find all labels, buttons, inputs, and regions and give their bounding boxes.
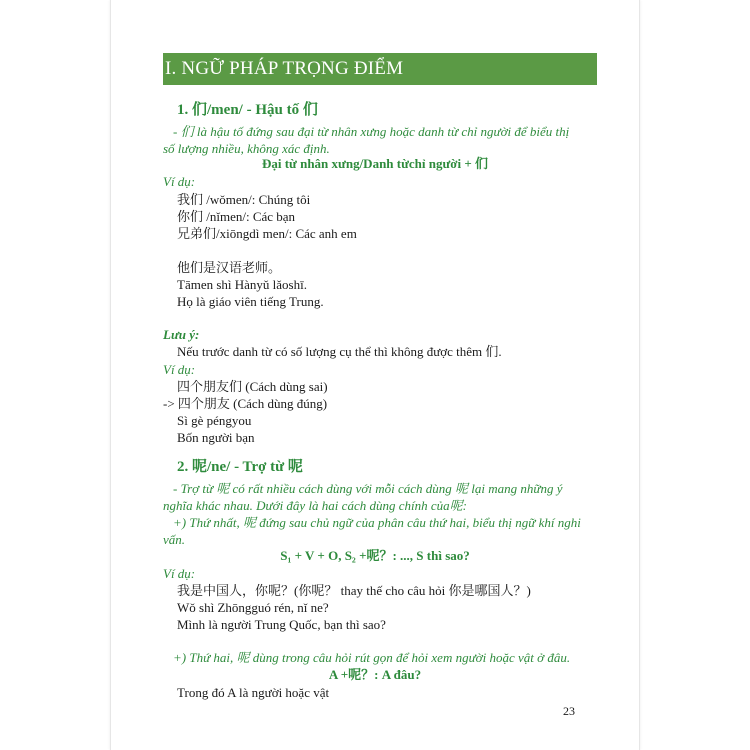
- page-number: 23: [563, 704, 575, 718]
- sentence-meaning: Họ là giáo viên tiếng Trung.: [177, 294, 324, 309]
- note-example: Sì gè péngyou: [177, 413, 252, 428]
- usage1-line2: vấn.: [163, 532, 186, 547]
- heading-ne: 2. 呢/ne/ - Trợ từ 呢: [177, 459, 303, 475]
- desc-men-line2: số lượng nhiều, không xác định.: [163, 141, 330, 156]
- example-meaning: Mình là người Trung Quốc, bạn thì sao?: [177, 617, 386, 632]
- formula-ne-1: S₁ + V + O, S₂ +呢？: ..., S thì sao?: [280, 548, 470, 563]
- example-item: 你们 /nǐmen/: Các bạn: [177, 209, 296, 224]
- section-title: I. NGỮ PHÁP TRỌNG ĐIỂM: [163, 53, 597, 85]
- note-example: Bốn người bạn: [177, 430, 255, 445]
- example-label-ne: Ví dụ:: [163, 566, 196, 581]
- note-text: Nếu trước danh từ có số lượng cụ thể thì không được thêm 们.: [177, 344, 502, 359]
- heading-men: 1. 们/men/ - Hậu tố 们: [177, 102, 318, 118]
- document-page: [110, 0, 640, 750]
- usage2-note: Trong đó A là người hoặc vật: [177, 685, 330, 700]
- example-hanzi: 我是中国人，你呢？(你呢？ thay thế cho câu hỏi 你是哪国人？): [177, 583, 531, 598]
- note-example-label: Ví dụ:: [163, 362, 196, 377]
- usage2: +) Thứ hai, 呢 dùng trong câu hỏi rút gọn để hỏi xem người hoặc vật ở đâu.: [173, 650, 571, 665]
- note-label: Lưu ý:: [163, 327, 200, 342]
- usage1-line1: +) Thứ nhất, 呢 đứng sau chủ ngữ của phân câu thứ hai, biểu thị ngữ khí nghi: [173, 515, 581, 530]
- desc-ne-line2: nghĩa khác nhau. Dưới đây là hai cách dùng chính của呢:: [163, 498, 467, 513]
- desc-men-line1: - 们 là hậu tố đứng sau đại từ nhân xưng hoặc danh từ chỉ người để biểu thị: [173, 124, 570, 139]
- sentence-hanzi: 他们是汉语老师。: [177, 260, 282, 275]
- formula-ne-2: A +呢？: A đâu?: [328, 667, 422, 682]
- desc-ne-line1: - Trợ từ 呢 có rất nhiều cách dùng với mỗi cách dùng 呢 lại mang những ý: [173, 481, 563, 496]
- note-example: 四个朋友们 (Cách dùng sai): [177, 379, 328, 394]
- example-pinyin: Wǒ shì Zhōngguó rén, nǐ ne?: [177, 600, 329, 615]
- example-item: 我们 /wǒmen/: Chúng tôi: [177, 192, 311, 207]
- sentence-pinyin: Tāmen shì Hànyǔ lǎoshī.: [177, 277, 307, 292]
- example-item: 兄弟们/xiōngdì men/: Các anh em: [177, 226, 357, 241]
- example-label-men: Ví dụ:: [163, 174, 196, 189]
- note-example: -> 四个朋友 (Cách dùng đúng): [163, 396, 328, 411]
- formula-men: Đại từ nhân xưng/Danh từchỉ người + 们: [261, 156, 489, 171]
